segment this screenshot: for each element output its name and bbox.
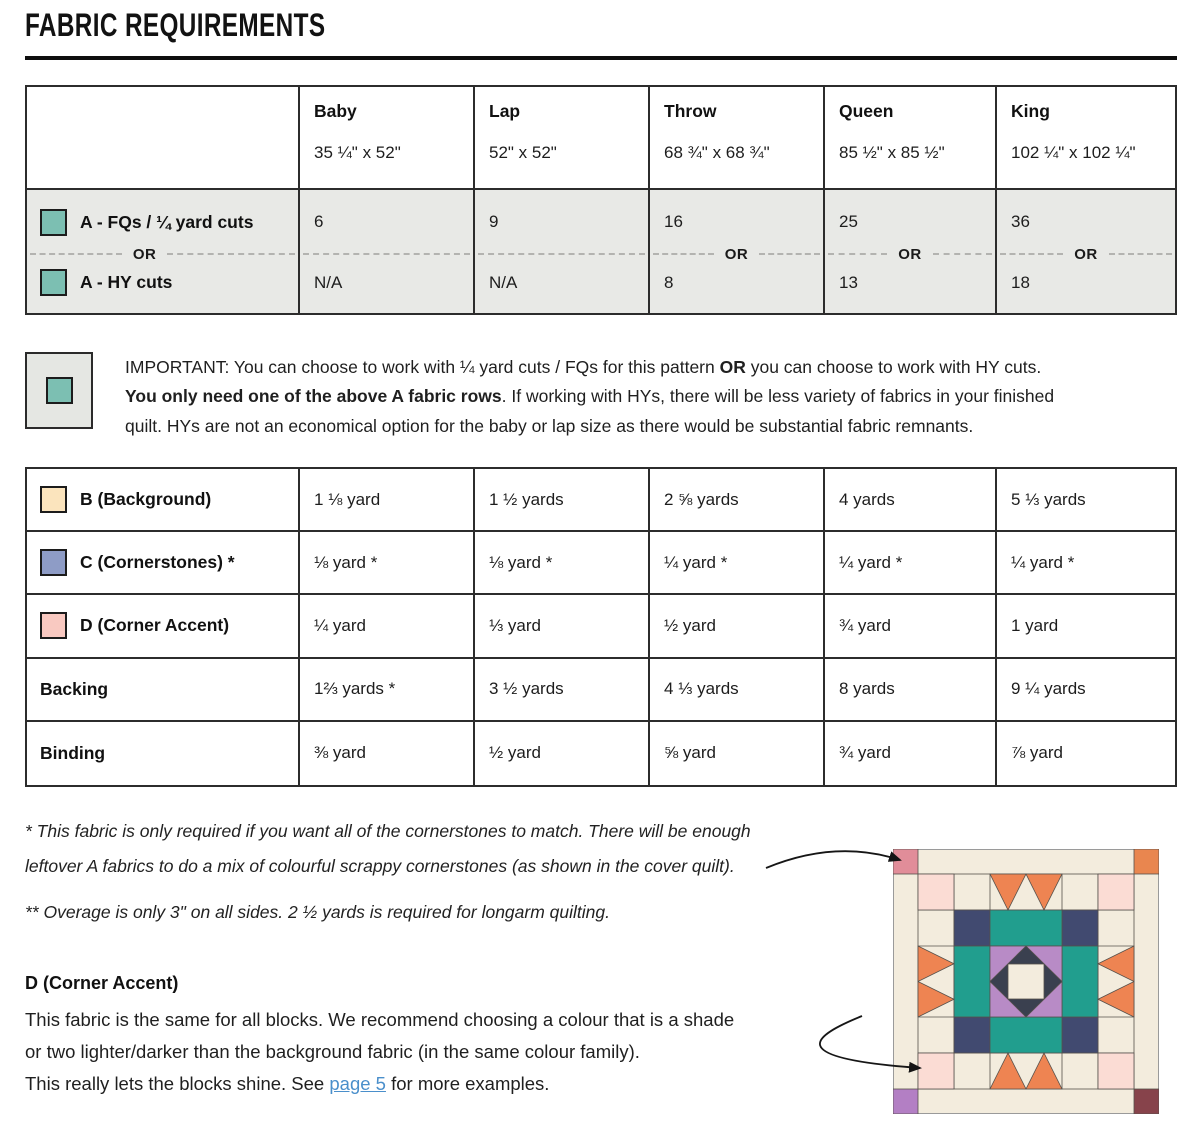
a-fabric-cell-baby <box>300 190 475 313</box>
cell-value: ⅝ yard <box>650 722 825 785</box>
size-column-queen <box>825 87 997 188</box>
fabric-table <box>25 467 1177 787</box>
divider-dash <box>478 253 645 255</box>
table-row-cornerstones <box>27 532 1175 595</box>
or-divider <box>825 243 995 265</box>
row-label-cell <box>27 469 300 530</box>
divider-dash <box>167 253 295 255</box>
cell-value: ⅞ yard <box>1011 743 1063 763</box>
row-label-cell <box>27 659 300 720</box>
fabric-d-swatch <box>40 612 67 639</box>
table-row-corner-accent <box>27 595 1175 658</box>
hy-value: 13 <box>839 272 858 292</box>
cell-value: ¼ yard * <box>650 532 825 593</box>
size-column-lap <box>475 87 650 188</box>
cell-value: ⅛ yard * <box>475 532 650 593</box>
a-fabric-label-cell <box>27 190 300 313</box>
a-fabric-cell-throw <box>650 190 825 313</box>
divider-dash <box>933 253 992 255</box>
cell-value: 1 ½ yards <box>475 469 650 530</box>
or-divider <box>27 243 298 265</box>
cornerstone-top-left <box>893 849 918 874</box>
size-name: Queen <box>839 101 894 121</box>
or-label: OR <box>898 245 922 263</box>
quilt-block-image <box>893 849 1159 1114</box>
or-label: OR <box>724 245 749 263</box>
important-note <box>125 353 1155 441</box>
or-divider <box>475 243 648 265</box>
a-fabric-cell-queen <box>825 190 997 313</box>
cornerstone-top-right <box>1134 849 1159 874</box>
corner-accent-section <box>25 968 885 1100</box>
a-fabric-rows <box>27 190 1175 313</box>
fq-value: 16 <box>664 212 683 231</box>
cell-value: ⅜ yard <box>300 722 475 785</box>
fabric-a-swatch <box>46 377 73 404</box>
fq-value: 9 <box>489 212 499 231</box>
size-dimensions: 102 ¼" x 102 ¼" <box>1011 143 1136 162</box>
cell-value: 9 ¼ yards <box>1011 679 1086 699</box>
or-label: OR <box>132 245 157 263</box>
note-text-segment: quilt. HYs are not an economical option for the baby or lap size as there would be substantial fabric remnants. <box>125 415 974 436</box>
row-label: D (Corner Accent) <box>80 615 230 636</box>
cell-value: ¼ yard <box>300 595 475 656</box>
or-divider <box>997 243 1175 265</box>
cornerstone-bottom-left <box>893 1089 918 1114</box>
size-table-header-row <box>27 87 1175 190</box>
cell-value: 5 ⅓ yards <box>1011 489 1086 509</box>
cell-value: ¼ yard * <box>825 532 997 593</box>
divider-dash <box>1000 253 1063 255</box>
fq-value: 6 <box>314 212 324 231</box>
note-text-segment: . If working with HYs, there will be less variety of fabrics in your finished <box>501 386 1055 407</box>
size-dimensions: 85 ½" x 85 ½" <box>839 143 945 162</box>
or-label: OR <box>1074 245 1098 263</box>
size-dimensions: 35 ¼" x 52" <box>314 143 401 162</box>
cornerstone-bottom-right <box>1134 1089 1159 1114</box>
cell-value: ¼ yard * <box>1011 552 1075 572</box>
size-column-throw <box>650 87 825 188</box>
divider-dash <box>759 253 820 255</box>
or-divider <box>650 243 823 265</box>
cell-value: ¾ yard <box>825 595 997 656</box>
cell-value: 3 ½ yards <box>475 659 650 720</box>
divider-dash <box>828 253 887 255</box>
cell-value: 1 yard <box>1011 615 1059 635</box>
size-name: King <box>1011 101 1050 121</box>
hy-value: 8 <box>664 272 674 292</box>
section-heading: D (Corner Accent) <box>25 973 179 993</box>
footnotes <box>25 814 825 930</box>
or-divider <box>300 243 473 265</box>
hy-label-text: A - HY cuts <box>80 272 173 292</box>
size-dimensions: 52" x 52" <box>489 143 557 162</box>
note-or-bold: OR <box>719 357 746 377</box>
fabric-c-swatch <box>40 549 67 576</box>
fabric-a-swatch <box>40 269 67 296</box>
a-fabric-cell-lap <box>475 190 650 313</box>
size-name: Lap <box>489 101 521 121</box>
row-label: B (Background) <box>80 489 212 510</box>
note-text-segment: IMPORTANT: You can choose to work with ¼ yard cuts / FQs for this pattern <box>125 357 720 377</box>
note-text-segment: you can choose to work with HY cuts. <box>745 357 1042 377</box>
size-table-corner-cell <box>27 87 300 188</box>
cell-value: ½ yard <box>650 595 825 656</box>
divider-dash <box>1109 253 1172 255</box>
paragraph-line: for more examples. <box>385 1073 550 1094</box>
footnote-backing: ** Overage is only 3" on all sides. 2 ½ yards is required for longarm quilting. <box>25 902 610 922</box>
row-label: Backing <box>40 678 109 699</box>
size-dimensions: 68 ¾" x 68 ¾" <box>664 143 770 162</box>
size-column-king <box>997 87 1175 188</box>
fabric-a-legend-box <box>25 352 93 429</box>
cell-value: 1⅔ yards * <box>300 659 475 720</box>
footnote-cornerstones <box>25 814 825 884</box>
cell-value: 4 yards <box>825 469 997 530</box>
row-label-cell <box>27 722 300 785</box>
paragraph-line: or two lighter/darker than the background fabric (in the same colour family). <box>25 1041 640 1062</box>
hy-value: N/A <box>314 272 343 292</box>
cell-value: ⅓ yard <box>475 595 650 656</box>
divider-dash <box>30 253 122 255</box>
row-label-cell <box>27 595 300 656</box>
footnote-line: leftover A fabrics to do a mix of colourful scrappy cornerstones (as shown in the cover quilt). <box>25 856 735 876</box>
size-column-baby <box>300 87 475 188</box>
divider-dash <box>303 253 470 255</box>
page-5-link[interactable]: page 5 <box>329 1073 386 1094</box>
fabric-b-swatch <box>40 486 67 513</box>
paragraph-line: This really lets the blocks shine. See <box>25 1073 330 1094</box>
a-fabric-cell-king <box>997 190 1175 313</box>
table-row-binding <box>27 722 1175 785</box>
hy-value: 18 <box>1011 272 1030 292</box>
row-label: Binding <box>40 742 106 763</box>
size-name: Throw <box>664 101 717 121</box>
footnote-line: * This fabric is only required if you want all of the cornerstones to match. There will be enough <box>25 821 751 841</box>
size-table <box>25 85 1177 315</box>
cell-value: 1 ⅛ yard <box>300 469 475 530</box>
divider-dash <box>653 253 714 255</box>
cell-value: ⅛ yard * <box>300 532 475 593</box>
row-label-cell <box>27 532 300 593</box>
cell-value: ¾ yard <box>825 722 997 785</box>
note-bold-sentence: You only need one of the above A fabric rows <box>125 386 502 407</box>
cell-value: ½ yard <box>475 722 650 785</box>
fq-value: 36 <box>1011 212 1030 231</box>
fq-label-text: A - FQs / ¼ yard cuts <box>80 211 254 232</box>
fabric-a-swatch <box>40 209 67 236</box>
hy-value: N/A <box>489 272 518 292</box>
row-label: C (Cornerstones) * <box>80 552 235 573</box>
table-row-background <box>27 469 1175 532</box>
size-name: Baby <box>314 101 357 121</box>
section-paragraph <box>25 1004 885 1100</box>
cell-value: 4 ⅓ yards <box>650 659 825 720</box>
table-row-backing <box>27 659 1175 722</box>
paragraph-line: This fabric is the same for all blocks. We recommend choosing a colour that is a shade <box>25 1009 735 1030</box>
cell-value: 2 ⅝ yards <box>650 469 825 530</box>
page-title: FABRIC REQUIREMENTS <box>25 7 326 43</box>
title-underline <box>25 56 1177 60</box>
fq-value: 25 <box>839 212 858 231</box>
cell-value: 8 yards <box>825 659 997 720</box>
